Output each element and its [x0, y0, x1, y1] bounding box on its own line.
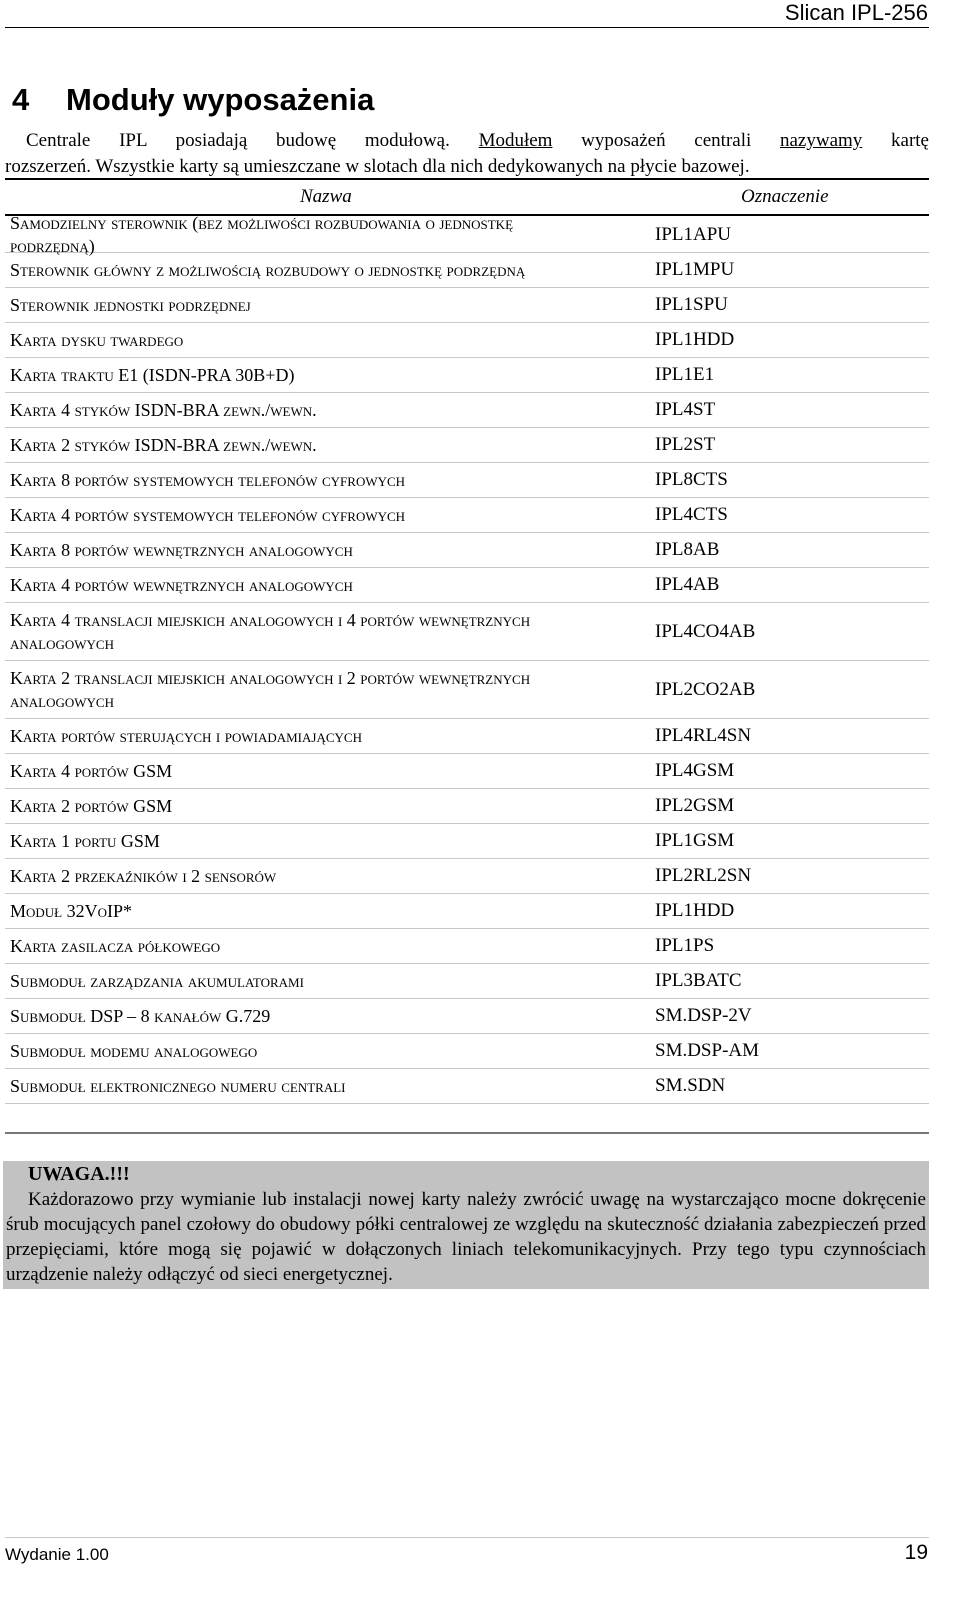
- warning-note: [3, 1161, 929, 1289]
- module-name: Karta 8 portów wewnętrznych analogowych: [10, 539, 353, 560]
- module-table: [5, 213, 929, 1104]
- module-code: IPL1E1: [655, 364, 715, 385]
- module-name: Moduł 32VoIP*: [10, 900, 133, 921]
- module-name: Karta zasilacza półkowego: [10, 935, 221, 956]
- module-code: SM.DSP-AM: [655, 1040, 760, 1061]
- table-row: [5, 533, 929, 568]
- module-code: IPL4GSM: [655, 760, 735, 781]
- table-row: [5, 428, 929, 463]
- module-code: IPL1MPU: [655, 259, 735, 280]
- module-name: Sterownik główny z możliwością rozbudowy o jednostkę podrzędną: [10, 259, 526, 280]
- module-name: Karta 2 przekaźników i 2 sensorów: [10, 865, 277, 886]
- module-code: IPL1HDD: [655, 900, 735, 921]
- chapter-title: Moduły wyposażenia: [66, 82, 375, 117]
- link-modulem[interactable]: Modułem: [478, 130, 553, 151]
- module-code: IPL1HDD: [655, 329, 735, 350]
- module-code: IPL3BATC: [655, 970, 742, 991]
- module-name: Submoduł zarządzania akumulatorami: [10, 970, 304, 991]
- intro-line-2: rozszerzeń. Wszystkie karty są umieszczane w slotach dla nich dedykowanych na płycie bazowej.: [5, 156, 750, 177]
- footer-divider: [5, 1537, 929, 1538]
- module-code: IPL1PS: [655, 935, 715, 956]
- table-row: [5, 999, 929, 1034]
- module-name: Karta 1 portu GSM: [10, 830, 160, 851]
- module-name: Sterownik jednostki podrzędnej: [10, 294, 251, 315]
- chapter-heading: [12, 82, 374, 118]
- module-name: Submoduł modemu analogowego: [10, 1040, 258, 1061]
- page-header-title: Slican IPL-256: [784, 0, 928, 25]
- module-code: IPL2GSM: [655, 795, 735, 816]
- module-code: IPL4RL4SN: [655, 725, 752, 746]
- footer-edition: Wydanie 1.00: [5, 1545, 109, 1564]
- table-row: [5, 323, 929, 358]
- table-row: [5, 393, 929, 428]
- table-row: [5, 568, 929, 603]
- module-name: Samodzielny sterownik (bez możliwości rozbudowania o jednostkę podrzędną): [10, 213, 514, 256]
- module-code: IPL4AB: [655, 574, 720, 595]
- table-row: [5, 1069, 929, 1104]
- module-code: IPL2ST: [655, 434, 716, 455]
- table-row: [5, 603, 929, 661]
- module-name: Karta 4 portów GSM: [10, 760, 173, 781]
- module-name: Karta 4 portów systemowych telefonów cyfrowych: [10, 504, 406, 525]
- chapter-number: 4: [12, 82, 30, 117]
- table-row: [5, 463, 929, 498]
- module-code: IPL1GSM: [655, 830, 735, 851]
- note-title: UWAGA.!!!: [28, 1163, 130, 1185]
- module-name: Submoduł elektronicznego numeru centrali: [10, 1075, 346, 1096]
- module-name: Karta 4 portów wewnętrznych analogowych: [10, 574, 353, 595]
- module-name: Karta 4 translacji miejskich analogowych i 4 portów wewnętrznych analogowych: [10, 609, 531, 653]
- module-code: IPL2RL2SN: [655, 865, 752, 886]
- header-divider: [5, 27, 929, 28]
- table-row: [5, 253, 929, 288]
- note-body: Każdorazowo przy wymianie lub instalacji nowej karty należy zwrócić uwagę na wystarczająco mocne dokręcenie śrub mocujących panel czołowy do obudowy półki centralowej ze względu na skuteczność działania zabezpieczeń przed przepięciami, które mogą się pojawić w dołączonych liniach telekomunikacyjnych. Przy tego typu czynnościach urządzenie należy odłączyć od sieci energetycznej.: [6, 1189, 926, 1285]
- link-nazywamy[interactable]: nazywamy: [779, 130, 863, 151]
- table-row: [5, 964, 929, 999]
- module-name: Karta 4 styków ISDN-BRA zewn./wewn.: [10, 399, 317, 420]
- column-header-code: Oznaczenie: [741, 186, 829, 207]
- module-name: Karta dysku twardego: [10, 329, 184, 350]
- table-row: [5, 661, 929, 719]
- module-code: IPL2CO2AB: [655, 678, 756, 700]
- module-code: SM.DSP-2V: [655, 1005, 752, 1026]
- column-header-name: Nazwa: [300, 186, 352, 207]
- table-row: [5, 1034, 929, 1069]
- intro-text: kartę: [862, 130, 929, 151]
- module-code: IPL1APU: [655, 224, 732, 245]
- module-name: Submoduł DSP – 8 kanałów G.729: [10, 1005, 271, 1026]
- module-name: Karta 8 portów systemowych telefonów cyfrowych: [10, 469, 406, 490]
- module-code: IPL4CO4AB: [655, 620, 756, 642]
- module-code: IPL4ST: [655, 399, 716, 420]
- table-row: [5, 894, 929, 929]
- table-row: [5, 213, 929, 256]
- table-row: [5, 929, 929, 964]
- table-top-rule: [5, 178, 929, 180]
- table-row: [5, 859, 929, 894]
- module-code: IPL4CTS: [655, 504, 728, 525]
- module-code: IPL8AB: [655, 539, 720, 560]
- module-code: SM.SDN: [655, 1075, 726, 1096]
- module-code: IPL1SPU: [655, 294, 728, 315]
- intro-text: Centrale IPL posiadają budowę modułową.: [26, 130, 479, 151]
- footer-page-number: 19: [904, 1541, 928, 1564]
- intro-paragraph: [5, 128, 929, 180]
- table-row: [5, 498, 929, 533]
- module-name: Karta portów sterujących i powiadamiających: [10, 725, 362, 746]
- table-row: [5, 719, 929, 754]
- table-row: [5, 288, 929, 323]
- module-name: Karta 2 portów GSM: [10, 795, 173, 816]
- module-code: IPL8CTS: [655, 469, 728, 490]
- module-name: Karta 2 translacji miejskich analogowych i 2 portów wewnętrznych analogowych: [10, 667, 531, 711]
- table-row: [5, 824, 929, 859]
- table-row: [5, 754, 929, 789]
- intro-line-1: [5, 128, 929, 154]
- module-name: Karta traktu E1 (ISDN-PRA 30B+D): [10, 364, 295, 385]
- note-divider: [5, 1132, 929, 1134]
- table-row: [5, 358, 929, 393]
- intro-text: wyposażeń centrali: [552, 130, 780, 151]
- table-row: [5, 789, 929, 824]
- module-name: Karta 2 styków ISDN-BRA zewn./wewn.: [10, 434, 317, 455]
